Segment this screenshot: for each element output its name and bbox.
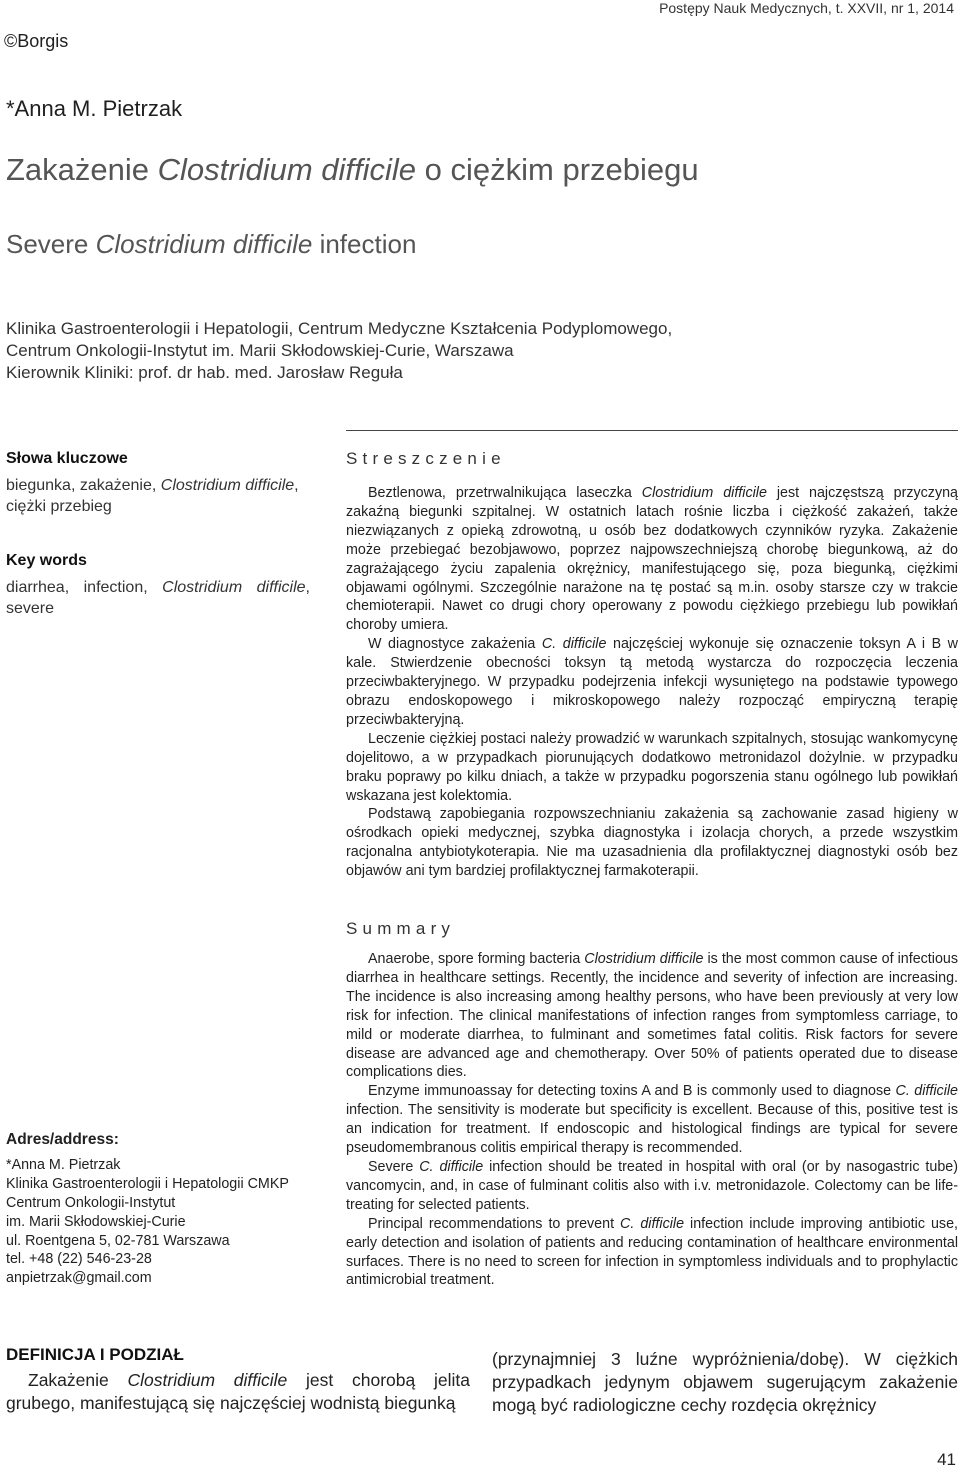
summary-heading: Summary bbox=[346, 919, 456, 938]
title-pl-pre: Zakażenie bbox=[6, 152, 158, 187]
keywords-en-line bbox=[6, 577, 310, 598]
summary-paragraph: Anaerobe, spore forming bacteria Clostridium difficile is the most common cause of infectious diarrhea in healthcare settings. Recently, the incidence and severity of infection are increasing. The incidence is also increasing among healthy persons, who have been previously at very low risk for infection. The clinical manifestations of infection ranges from symptomless carriage, to mild or moderate diarrhea, to fulminant and sometimes fatal colitis. Risk factors for severe disease are advanced age and chemotherapy. Over 50% of patients operated due to disease complications dies. bbox=[346, 951, 958, 1081]
keywords-en-line2: severe bbox=[6, 600, 55, 617]
publisher-mark: ©Borgis bbox=[4, 31, 69, 51]
summary-paragraph: Severe C. difficile infection should be treated in hospital with oral (or by nasogastric tube) vancomycin, and, in case of fulminant colitis also with i.v. metronidazole. Colectomy can be life-treating for selected patients. bbox=[346, 1158, 958, 1213]
title-en-pre: Severe bbox=[6, 229, 96, 259]
title-en-species: Clostridium difficile bbox=[95, 229, 313, 259]
kw-en-post: , bbox=[305, 579, 310, 596]
kw-en-species: Clostridium difficile bbox=[162, 579, 306, 596]
title-pl-post: o ciężkim przebiegu bbox=[416, 152, 699, 187]
title-pl-species: Clostridium difficile bbox=[157, 152, 417, 187]
kw-pl-post: , bbox=[294, 477, 299, 494]
article-title-pl bbox=[6, 152, 699, 188]
summary-paragraph: Enzyme immunoassay for detecting toxins A and B is commonly used to diagnose C. difficile infection. The sensitivity is moderate but specificity is excellent. Because of this, positive test is an indication for treatment. If endoscopic and histological findings are typical for severe pseudomembranous colitis empirical therapy is recommended. bbox=[346, 1083, 958, 1157]
summary-text bbox=[346, 950, 958, 1290]
journal-citation: Postępy Nauk Medycznych, t. XXVII, nr 1, 2014 bbox=[659, 0, 954, 16]
section-heading: DEFINICJA I PODZIAŁ bbox=[6, 1345, 184, 1364]
kw-en-pre: diarrhea, infection, bbox=[6, 579, 163, 596]
abstract-paragraph: W diagnostyce zakażenia C. difficile najczęściej wykonuje się oznaczenie toksyn A i B w kale. Stwierdzenie obecności toksyn tą metodą wystarcza do rozpoczęcia leczenia przeciwbakteryjnego. W przypadku podejrzenia infekcji wysuniętego na podstawie typowego obrazu endoskopowego i mikroskopowego należy rozpocząć empiryczną terapię przeciwbakteryjną. bbox=[346, 636, 958, 728]
address-line: im. Marii Skłodowskiej-Curie bbox=[6, 1213, 186, 1230]
keywords-pl-line2: ciężki przebieg bbox=[6, 498, 112, 515]
summary-paragraph: Principal recommendations to prevent C. difficile infection include improving antibiotic use, early detection and isolation of patients and reducing contamination of healthcare environmental surfaces. There is no need to screen for infection in symptomless individuals and to prophylactic antimicrobial treatment. bbox=[346, 1215, 958, 1289]
keywords-pl-heading: Słowa kluczowe bbox=[6, 450, 128, 467]
affiliation-line: Kierownik Kliniki: prof. dr hab. med. Jarosław Reguła bbox=[6, 363, 403, 382]
body-left-column: Zakażenie Clostridium difficile jest chorobą jelita grubego, manifestującą się najczęściej wodnistą biegunką bbox=[6, 1370, 470, 1413]
affiliation bbox=[6, 318, 726, 384]
address-line: Centrum Onkologii-Instytut bbox=[6, 1194, 176, 1211]
keywords-pl-line bbox=[6, 475, 299, 496]
kw-pl-species: Clostridium difficile bbox=[160, 477, 295, 494]
affiliation-line: Centrum Onkologii-Instytut im. Marii Skłodowskiej-Curie, Warszawa bbox=[6, 341, 514, 360]
address-line: *Anna M. Pietrzak bbox=[6, 1156, 121, 1173]
correspondence-address bbox=[6, 1131, 289, 1288]
address-email[interactable]: anpietrzak@gmail.com bbox=[6, 1270, 152, 1287]
streszczenie-heading: Streszczenie bbox=[346, 449, 506, 468]
header-divider bbox=[346, 430, 958, 431]
author-name: *Anna M. Pietrzak bbox=[6, 96, 183, 121]
body-right-column: (przynajmniej 3 luźne wypróżnienia/dobę). W ciężkich przypadkach jedynym objawem sugerującym zakażenie mogą być radiologiczne cechy rozdęcia okrężnicy bbox=[492, 1349, 958, 1415]
abstract-paragraph: Beztlenowa, przetrwalnikująca laseczka Clostridium difficile jest najczęstszą przyczyną zakaźną biegunki szpitalnej. W ostatnich latach rośnie liczba i ciężkość zakażeń, także niezwiązanych z opieką zdrowotną, u osób bez dodatkowych czynników ryzyka. Zakażenie może przebiegać bezobjawowo, poprzez najpowszechniejszą chorobę biegunkową, aż do zagrażającego życiu zapalenia okrężnicy, manifestującego się, poza biegunką, ciężkimi objawami ogólnymi. Szczególnie narażone na tę postać są m.in. osoby starsze czy w trakcie chemioterapii. Nawet co drugi chory operowany z powodu ciężkiego przebiegu lub powikłań choroby umiera. bbox=[346, 485, 959, 634]
title-en-post: infection bbox=[312, 229, 417, 259]
address-line: tel. +48 (22) 546-23-28 bbox=[6, 1251, 152, 1268]
keywords-pl bbox=[6, 448, 299, 517]
affiliation-line: Klinika Gastroenterologii i Hepatologii, Centrum Medyczne Kształcenia Podyplomowego, bbox=[6, 319, 673, 338]
streszczenie-text bbox=[346, 484, 958, 881]
page-number: 41 bbox=[937, 1450, 956, 1469]
keywords-en bbox=[6, 550, 310, 619]
address-heading: Adres/address: bbox=[6, 1131, 119, 1148]
address-line: Klinika Gastroenterologii i Hepatologii CMKP bbox=[6, 1175, 289, 1192]
keywords-en-heading: Key words bbox=[6, 552, 87, 569]
abstract-paragraph: Podstawą zapobiegania rozpowszechnianiu zakażenia są zachowanie zasad higieny w ośrodkach opieki medycznej, szybka diagnostyka i izolacja chorych, a przede wszystkim racjonalna antybiotykoterapia. Nie ma uzasadnienia dla profilaktycznej diagnostyki osób bez objawów ani tym bardziej profilaktycznej farmakoterapii. bbox=[346, 806, 958, 880]
article-title-en bbox=[6, 229, 416, 260]
kw-pl-pre: biegunka, zakażenie, bbox=[6, 477, 161, 494]
address-line: ul. Roentgena 5, 02-781 Warszawa bbox=[6, 1232, 230, 1249]
abstract-paragraph: Leczenie ciężkiej postaci należy prowadzić w warunkach szpitalnych, stosując wankomycynę dojelitowo, a w przypadkach piorunujących dodatkowo metronidazol dożylnie. w przypadku braku poprawy po kilku dniach, a także w przypadku pogorszenia stanu ogólnego lub powikłań wskazana jest kolektomia. bbox=[346, 730, 958, 804]
